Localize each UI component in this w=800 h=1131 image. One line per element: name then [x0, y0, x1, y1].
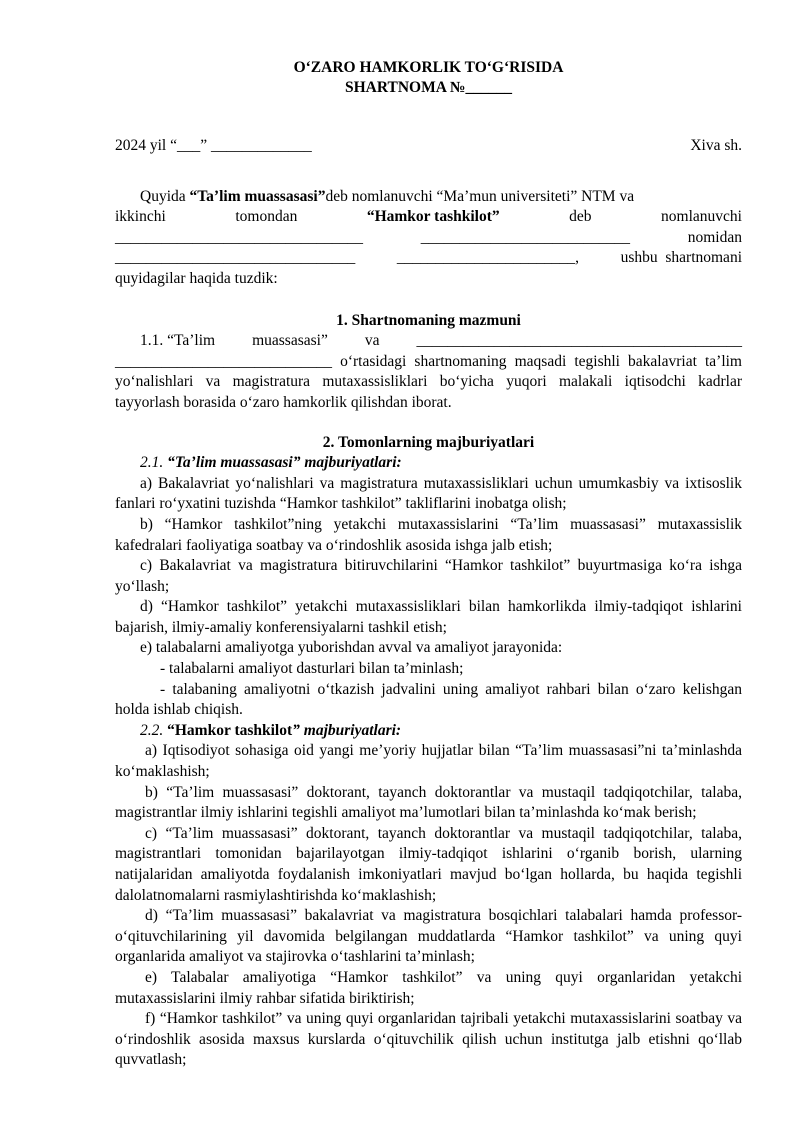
contract-place: Xiva sh.: [690, 137, 742, 154]
blank-line: __________________________________________: [416, 332, 742, 350]
obligation-2-2-f: f) “Hamkor tashkilot” va uning quyi organlaridan tajribali yetakchi mutaxassislarini soatbay va o‘rindoshlik asosida maxsus kurslarda o‘qituvchilik qilish uchun institutga jalb etishni qo‘llab quvvatlash;: [115, 1010, 742, 1069]
obligation-2-1-a: a) Bakalavriat yo‘nalishlari va magistratura mutaxassisliklari uchun umumkasbiy va ixtisoslik fanlari ro‘yxatini tuzishda “Hamkor tashkilot” takliflarini inobatga olish;: [115, 474, 742, 513]
blank-line: _______________________,: [396, 249, 579, 267]
org1-name: “Ta’lim muassasasi”: [189, 187, 326, 205]
subsection-title-org: “Hamkor tashkilot: [167, 721, 293, 739]
clause-word: 1.1. “Ta’lim: [140, 332, 216, 350]
obligation-2-1-d: d) “Hamkor tashkilot” yetakchi mutaxassisliklari bilan hamkorlikda ilmiy-tadqiqot ishlarini bajarish, ilmiy-amaliy konferensiyalarni tashkil etish;: [115, 598, 742, 636]
obligation-2-1-c: c) Bakalavriat va magistratura bitiruvchilarini “Hamkor tashkilot” buyurtmasiga ko‘ra ishga yo‘llash;: [115, 557, 742, 595]
subsection-title: “Ta’lim muassasasi” majburiyatlari:: [167, 454, 402, 472]
obligation-2-1-b: b) “Hamkor tashkilot”ning yetakchi mutaxassislarini “Ta’lim muassasasi” mutaxassislik kafedralari faoliyatiga soatbay va o‘rindoshlik asosida ishga jalb etish;: [115, 515, 742, 554]
subsection-number: 2.1.: [140, 454, 164, 472]
subsection-2-2-heading: [115, 721, 742, 742]
blank-line: ___________________________: [420, 228, 630, 246]
section2-heading: 2. Tomonlarning majburiyatlari: [322, 433, 535, 451]
obligation-2-1-e: e) talabalarni amaliyotga yuborishdan avval va amaliyot jarayonida:: [140, 639, 563, 657]
doc-title-prefix: SHARTNOMA №: [344, 79, 466, 96]
intro-line1: [115, 187, 742, 208]
intro-word: tomondan: [235, 208, 298, 226]
intro-word: ikkinchi: [115, 208, 166, 226]
intro-word: deb: [569, 208, 592, 226]
intro-line2: [115, 207, 742, 228]
subsection-2-1-heading: [115, 453, 742, 474]
intro-line4: [115, 248, 742, 269]
contract-number-blank: ______: [465, 79, 513, 96]
obligation-2-2-c: c) “Ta’lim muassasasi” doktorant, tayanch doktorantlar va mustaqil tadqiqotchilar, talaba, magistrantlari tomonidan bajarilayotgan ilmiy-tadqiqot ishlarini o‘rganib borish, ularning natijalaridan amaliyotda foydalanish imkoniyatlari mavjud bo‘lgan hollarda, bu haqida tegishli dalolatnomalarni rasmiylashtirishda ko‘maklashish;: [115, 824, 742, 904]
clause-1-1-rest: [115, 352, 742, 414]
subsection-number: 2.2.: [140, 721, 164, 739]
org2-name: “Hamkor tashkilot”: [366, 208, 500, 226]
clause-text: o‘rtasidagi shartnomaning maqsadi tegishli bakalavriat ta’lim yo‘nalishlari va magistratura mutaxassisliklari bo‘yicha yuqori malakali iqtisodchi kadrlar tayyorlash borasida o‘zaro hamkorlik qilishdan iborat.: [115, 352, 742, 411]
intro-paragraph: [115, 187, 742, 290]
clause-1-1-line1: [115, 331, 742, 352]
section1-heading: 1. Shartnomaning mazmuni: [336, 311, 521, 329]
obligation-2-2-b: b) “Ta’lim muassasasi” doktorant, tayanch doktorantlar va mustaqil tadqiqotchilar, talaba, magistrantlar ilmiy ishlarini tegishli amaliyot ma’lumotlari bilan ta’minlashda ko‘mak berish;: [115, 783, 742, 822]
obligation-2-2-e: e) Talabalar amaliyotiga “Hamkor tashkilot” va uning quyi organlaridan yetakchi mutaxassislarini ilmiy rahbar sifatida biriktirish;: [115, 968, 742, 1007]
blank-line: ____________________________: [115, 352, 332, 370]
intro-line3: [115, 228, 742, 249]
obligation-2-1-e-dash1: - talabalarni amaliyot dasturlari bilan ta’minlash;: [160, 660, 464, 678]
intro-text: deb nomlanuvchi “Ma’mun universiteti” NTM va: [325, 187, 635, 205]
obligation-2-1-e-dash2: - talabaning amaliyotni o‘tkazish jadvalini uning amaliyot rahbari bilan o‘zaro kelishgan holda ishlab chiqish.: [115, 680, 742, 719]
intro-word: ushbu shartnomani: [620, 249, 742, 267]
document-page: [115, 58, 742, 1071]
blank-line: _______________________________: [115, 249, 356, 267]
contract-date: 2024 yil “___” _____________: [115, 137, 312, 154]
blank-line: ________________________________: [115, 228, 363, 246]
intro-line5: quyidagilar haqida tuzdik:: [115, 269, 278, 287]
doc-title-line1: O‘ZARO HAMKORLIK TO‘G‘RISIDA: [293, 59, 564, 76]
clause-word: va: [364, 332, 380, 350]
doc-title-line2: [115, 78, 742, 98]
obligation-2-2-d: d) “Ta’lim muassasasi” bakalavriat va magistratura bosqichlari talabalari hamda professor-o‘qituvchilarining yil davomida belgilangan muddatlarda “Hamkor tashkilot” va uning quyi organlarida amaliyot va stajirovka o‘tashlarini ta’minlash;: [115, 907, 742, 966]
intro-text: Quyida: [140, 187, 190, 205]
intro-word: nomlanuvchi: [661, 208, 742, 226]
date-place-line: [115, 136, 742, 157]
clause-word: muassasasi”: [252, 332, 328, 350]
obligation-2-2-a: a) Iqtisodiyot sohasiga oid yangi me’yoriy hujjatlar bilan “Ta’lim muassasasi”ni ta’minlashda ko‘maklashish;: [115, 742, 742, 781]
intro-word: nomidan: [687, 228, 742, 246]
subsection-title: ” majburiyatlari:: [292, 721, 402, 739]
